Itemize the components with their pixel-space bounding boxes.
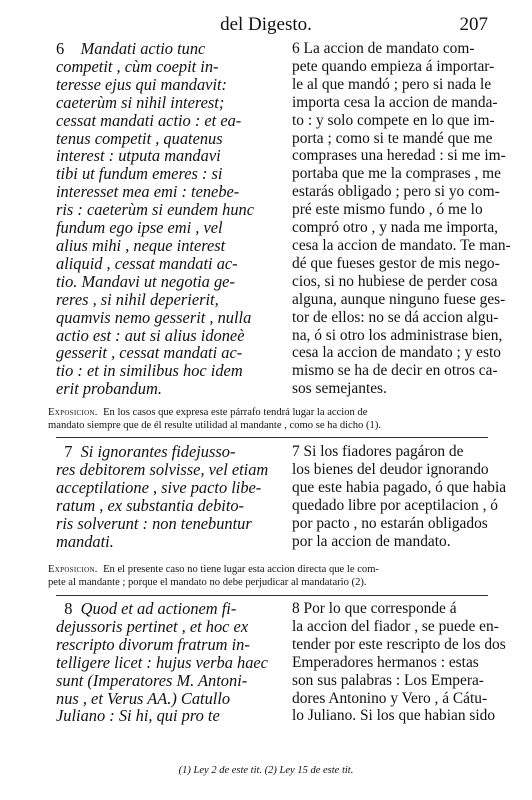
spanish-line: cios, si no hubiese de perder cosa [292,272,498,290]
latin-line: 8 Quod et ad actionem fi- [64,599,237,618]
spanish-line: comprases una heredad : si me im- [292,147,506,165]
latin-line: quamvis nemo gesserit , nulla [56,307,252,327]
spanish-line: mismo se ha de decir en otros ca- [292,362,498,380]
spanish-paragraph-7 [292,443,507,550]
latin-paragraph-6 [56,40,276,398]
latin-line: ris solverunt : non tenebuntur [56,513,252,533]
exposition-label: Exposicion. [48,564,98,575]
spanish-line: por pacto , no estarán obligados [292,514,488,532]
latin-line: caeterùm si nihil interest; [56,92,225,112]
latin-paragraph-8 [56,600,276,725]
latin-paragraph-7 [56,443,276,550]
latin-line: ratum , ex substantia debito- [56,495,245,515]
spanish-line: 6 La accion de mandato com- [292,40,475,57]
spanish-line: dé que fueses gestor de mis nego- [292,254,500,272]
latin-line: gesserit , cessat mandati ac- [56,343,243,363]
latin-line: reres , si nihil deperierit, [56,289,219,309]
spanish-line: porta ; como si te mandé que me [292,129,493,147]
exposition-note-6 [48,406,493,432]
exposition-line: Exposicion. En el presente caso no tiene lugar esta accion directa que le com- [48,564,379,575]
spanish-line: por la accion de mandato. [292,532,451,550]
spanish-line: importa cesa la accion de manda- [292,93,498,111]
exposition-line: Exposicion. En los casos que expresa este párrafo tendrá lugar la accion de [48,407,368,418]
latin-line: interest : utputa mandavi [56,146,221,166]
latin-line: tio : et in similibus hoc idem [56,361,243,381]
latin-line: interesset mea emi : tenebe- [56,182,240,202]
spanish-line: los bienes del deudor ignorando [292,460,489,478]
latin-line: aliquid , cessat mandati ac- [56,253,238,273]
paragraph-number: 6 [56,39,65,58]
spanish-line: lo Juliano. Si los que habian sido [292,707,496,725]
latin-line: acceptilatione , sive pacto libe- [56,477,262,497]
spanish-line: to : y solo compete en lo que im- [292,111,495,129]
section-divider [56,595,488,596]
exposition-line: pete al mandante ; porque el mandato no debe perjudicar al mandatario (2). [48,577,367,588]
spanish-line: portaba que me la comprases , me [292,165,501,183]
spanish-line: sos semejantes. [292,380,387,398]
spanish-line: son sus palabras : Los Empera- [292,671,484,689]
spanish-line: 7 Si los fiadores pagáron de [292,443,464,460]
spanish-paragraph-6 [292,40,511,398]
latin-line: cessat mandati actio : et ea- [56,110,242,130]
spanish-line: pete quando empieza á importar- [292,57,495,75]
paragraph-number: 8 [64,599,73,618]
spanish-line: compró otro , y nada me importa, [292,219,499,237]
latin-line: fundum ego ipse emi , vel [56,218,223,238]
spanish-line: tender por este rescripto de los dos [292,635,506,653]
spanish-line: le al que mandó ; pero si nada le [292,75,492,93]
latin-line: competit , cùm coepit in- [56,56,219,76]
latin-line: alius mihi , neque interest [56,235,226,255]
latin-line: ris : caeterùm si eundem hunc [56,200,255,220]
spanish-line: alguna, aunque ninguno fuese ges- [292,290,506,308]
spanish-line: tor de ellos: no se dá accion algu- [292,308,499,326]
running-title: del Digesto. [220,14,312,35]
spanish-line: na, ó si otro los administrase bien, [292,326,503,344]
exposition-note-7 [48,563,493,589]
section-divider [56,437,488,438]
latin-line: nus , et Verus AA.) Catullo [56,688,231,708]
latin-line: sunt (Imperatores M. Antoni- [56,670,248,690]
spanish-line: Emperadores hermanos : estas [292,653,479,671]
latin-line: tibi ut fundum emeres : si [56,164,223,184]
spanish-paragraph-8 [292,600,506,725]
spanish-line: que este habia pagado, ó que habia [292,478,507,496]
latin-line: telligere licet : hujus verba haec [56,652,268,672]
exposition-label: Exposicion. [48,407,98,418]
spanish-line: cesa la accion de mandato ; y esto [292,344,501,362]
spanish-line: 8 Por lo que corresponde á [292,600,457,617]
spanish-line: estarás obligado ; pero si yo com- [292,183,500,201]
paragraph-number: 7 [64,442,73,461]
latin-line: tio. Mandavi ut negotia ge- [56,271,235,291]
spanish-line: cesa la accion de mandato. Te man- [292,236,511,254]
spanish-line: dores Antonino y Vero , á Cátu- [292,689,488,707]
spanish-line: la accion del fiador , se puede en- [292,617,499,635]
latin-line: 7 Si ignorantes fidejusso- [64,442,236,461]
running-header [0,14,532,38]
page-number: 207 [459,14,488,35]
footnotes: (1) Ley 2 de este tit. (2) Ley 15 de este tit. [178,765,354,776]
latin-line: Juliano : Si hi, qui pro te [56,706,220,726]
latin-line: dejussoris pertinet , et hoc ex [56,616,249,636]
latin-line: rescripto divorum fratrum in- [56,634,250,654]
latin-line: actio est : aut si alius idoneè [56,325,245,345]
latin-line: teresse ejus qui mandavit: [56,74,228,94]
latin-line: 6 Mandati actio tunc [56,39,206,58]
spanish-line: quedado libre por aceptilacion , ó [292,496,498,514]
exposition-line: mandato siempre que de él resulte utilidad al mandante , como se ha dicho (1). [48,420,382,431]
spanish-line: pré este mismo fundo , ó me lo [292,201,483,219]
latin-line: mandati. [56,531,114,551]
latin-line: erit probandum. [56,379,162,399]
latin-line: res debitorem solvisse, vel etiam [56,459,269,479]
latin-line: tenus competit , quatenus [56,128,223,148]
